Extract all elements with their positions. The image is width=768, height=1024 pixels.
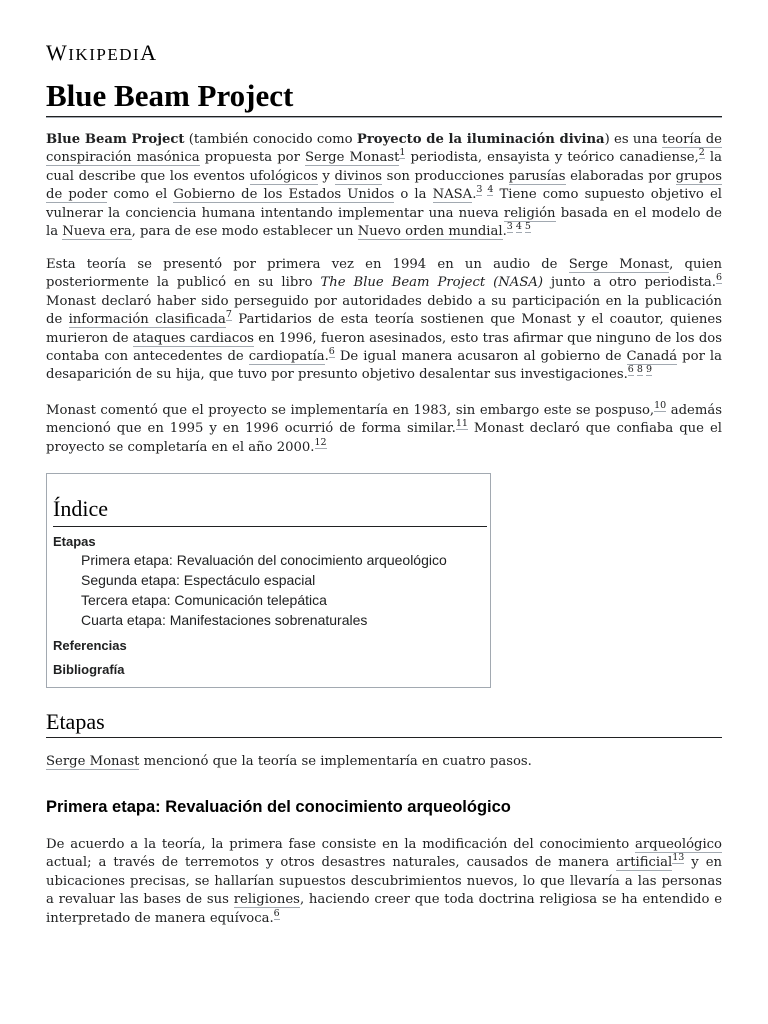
link-gobierno-eeuu[interactable]: Gobierno de los Estados Unidos — [173, 187, 395, 203]
reference-link[interactable]: 12 — [314, 436, 327, 448]
reference-link[interactable]: 6 — [273, 907, 280, 919]
timeline-paragraph — [46, 402, 722, 457]
link-nasa[interactable]: NASA — [432, 187, 473, 203]
reference-link[interactable]: 4 — [487, 184, 494, 196]
text: en 1996, fueron asesinados, esto tras afirmar que ninguno de los dos contaba con antecedentes de — [46, 330, 722, 365]
text: actual; a través de terremotos y otros desastres naturales, causados de manera — [46, 855, 617, 871]
text: además mencionó que en 1995 y en 1996 ocurrió de forma similar. — [46, 403, 722, 437]
text: elaboradas por — [565, 168, 676, 184]
link-religion[interactable]: religión — [503, 205, 556, 221]
link-ufologicos[interactable]: ufológicos — [249, 168, 318, 184]
link-serge-monast[interactable]: Serge Monast — [305, 150, 400, 166]
reference-link[interactable]: 3 — [476, 184, 483, 196]
page-title: Blue Beam Project — [46, 78, 294, 113]
link-nueva-era[interactable]: Nueva era — [62, 224, 132, 240]
text: como el — [107, 187, 174, 203]
reference-link[interactable]: 3 — [506, 221, 513, 233]
text: De igual manera acusaron al gobierno de — [334, 349, 627, 365]
text: , quien posteriormente la publicó en su libro — [46, 257, 722, 291]
intro-paragraph — [46, 131, 722, 241]
text: . — [324, 349, 329, 365]
text: Partidarios de esta teoría sostienen que Monast y el coautor, quienes murieron de — [46, 312, 722, 346]
reference[interactable] — [628, 364, 652, 376]
text: . — [502, 224, 507, 240]
link-serge-monast[interactable]: Serge Monast — [46, 754, 140, 769]
text: Tiene como supuesto objetivo el vulnerar la conciencia humana intentando implementar una nueva — [46, 187, 722, 221]
link-informacion-clasificada[interactable]: información clasificada — [68, 312, 226, 328]
link-parusias[interactable]: parusías — [508, 168, 566, 184]
text: periodista, ensayista y teórico canadiense, — [405, 150, 699, 166]
reference-link[interactable]: 6 — [328, 346, 335, 358]
reference[interactable] — [315, 437, 327, 449]
toc-divider — [53, 526, 487, 527]
reference-link[interactable]: 1 — [399, 147, 406, 159]
text: Monast declaró que confiaba que el proyecto se completaría en el año 2000. — [46, 421, 722, 455]
subsection-heading-primera-etapa: Primera etapa: Revaluación del conocimiento arqueológico — [46, 798, 511, 816]
text: junto a otro periodista. — [543, 275, 716, 291]
reference[interactable] — [456, 418, 468, 430]
link-arqueologico[interactable]: arqueológico — [635, 837, 722, 852]
link-grupos-de-poder[interactable]: grupos de poder — [46, 168, 722, 203]
reference-link[interactable]: 6 — [627, 364, 634, 376]
link-serge-monast[interactable]: Serge Monast — [568, 257, 670, 272]
text: , haciendo creer que toda doctrina religiosa se ha entendido e interpretado de manera equívoca. — [46, 892, 723, 926]
text: propuesta por — [199, 150, 306, 166]
reference-link[interactable]: 11 — [455, 418, 468, 430]
text: De acuerdo a la teoría, la primera fase consiste en la modificación del conocimiento — [46, 837, 635, 852]
text: por la desaparición de su hija, que tuvo por presunto objetivo desalentar sus investigaciones. — [46, 349, 722, 383]
wordmark-letter: W — [46, 40, 69, 65]
link-divinos[interactable]: divinos — [334, 168, 383, 184]
text: o la — [394, 187, 433, 203]
toc-item-referencias[interactable]: Referencias — [53, 638, 127, 653]
reference[interactable] — [716, 272, 722, 284]
text: Monast comentó que el proyecto se implementaría en 1983, sin embargo este se pospuso, — [46, 403, 655, 418]
toc-item-bibliografia[interactable]: Bibliografía — [53, 662, 125, 677]
text: . — [472, 187, 477, 203]
toc-item-segunda-etapa[interactable]: Segunda etapa: Espectáculo espacial — [81, 572, 316, 588]
reference-link[interactable]: 5 — [524, 221, 531, 233]
link-nuevo-orden-mundial[interactable]: Nuevo orden mundial — [357, 224, 503, 240]
reference[interactable] — [476, 184, 493, 196]
table-of-contents — [46, 473, 491, 688]
title-divider — [46, 116, 722, 118]
reference[interactable] — [274, 908, 280, 920]
reference-link[interactable]: 8 — [636, 364, 643, 376]
reference-link[interactable]: 9 — [645, 364, 652, 376]
reference[interactable] — [654, 400, 666, 412]
link-canada[interactable]: Canadá — [626, 349, 678, 365]
wikipedia-wordmark[interactable] — [46, 40, 158, 66]
text: y — [317, 168, 335, 184]
section-divider — [46, 737, 722, 738]
toc-item-etapas[interactable]: Etapas — [53, 534, 96, 549]
reference[interactable] — [507, 221, 531, 233]
text: Monast declaró haber sido perseguido por autoridades debido a su participación en la publicación de — [46, 293, 722, 328]
toc-title: Índice — [53, 496, 108, 521]
text: la cual describe que los eventos — [46, 150, 722, 184]
wordmark-letter: A — [140, 40, 158, 65]
text: ) es una — [604, 132, 663, 147]
link-ataques-cardiacos[interactable]: ataques cardiacos — [132, 330, 254, 346]
section-heading-etapas: Etapas — [46, 709, 105, 734]
book-title: The Blue Beam Project (NASA) — [320, 275, 544, 291]
reference-link[interactable]: 10 — [654, 400, 667, 411]
link-teoria-conspiracion[interactable]: teoría de conspiración masónica — [46, 132, 722, 166]
reference-link[interactable]: 6 — [715, 272, 722, 284]
text: son producciones — [382, 168, 509, 184]
reference-link[interactable]: 4 — [515, 221, 522, 233]
toc-item-tercera-etapa[interactable]: Tercera etapa: Comunicación telepática — [81, 592, 327, 608]
text: y en ubicaciones precisas, se hallarían supuestos descubrimientos nuevos, lo que llevaría a las personas a revaluar las bases de sus — [46, 855, 722, 908]
link-cardiopatia[interactable]: cardiopatía — [248, 349, 325, 365]
text: mencionó que la teoría se implementaría en cuatro pasos. — [139, 754, 532, 769]
toc-item-primera-etapa[interactable]: Primera etapa: Revaluación del conocimiento arqueológico — [81, 552, 447, 568]
text: (también conocido como — [184, 132, 357, 147]
text: basada en el modelo de la — [46, 205, 722, 240]
text: , para de ese modo establecer un — [131, 224, 358, 240]
text: Esta teoría se presentó por primera vez en 1994 en un audio de — [46, 257, 569, 272]
reference-link[interactable]: 13 — [672, 852, 685, 864]
wordmark-letters: IKIPEDI — [68, 45, 141, 64]
bold-term: Proyecto de la iluminación divina — [356, 132, 605, 147]
link-artificial[interactable]: artificial — [616, 855, 673, 871]
link-religiones[interactable]: religiones — [233, 892, 300, 908]
reference-link[interactable]: 7 — [225, 309, 232, 321]
etapas-paragraph — [46, 753, 722, 771]
reference-link[interactable]: 2 — [698, 147, 705, 159]
primera-etapa-paragraph — [46, 836, 722, 928]
reference[interactable] — [672, 852, 684, 864]
bold-term: Blue Beam Project — [46, 132, 185, 147]
toc-item-cuarta-etapa[interactable]: Cuarta etapa: Manifestaciones sobrenaturales — [81, 612, 368, 628]
history-paragraph — [46, 256, 722, 385]
